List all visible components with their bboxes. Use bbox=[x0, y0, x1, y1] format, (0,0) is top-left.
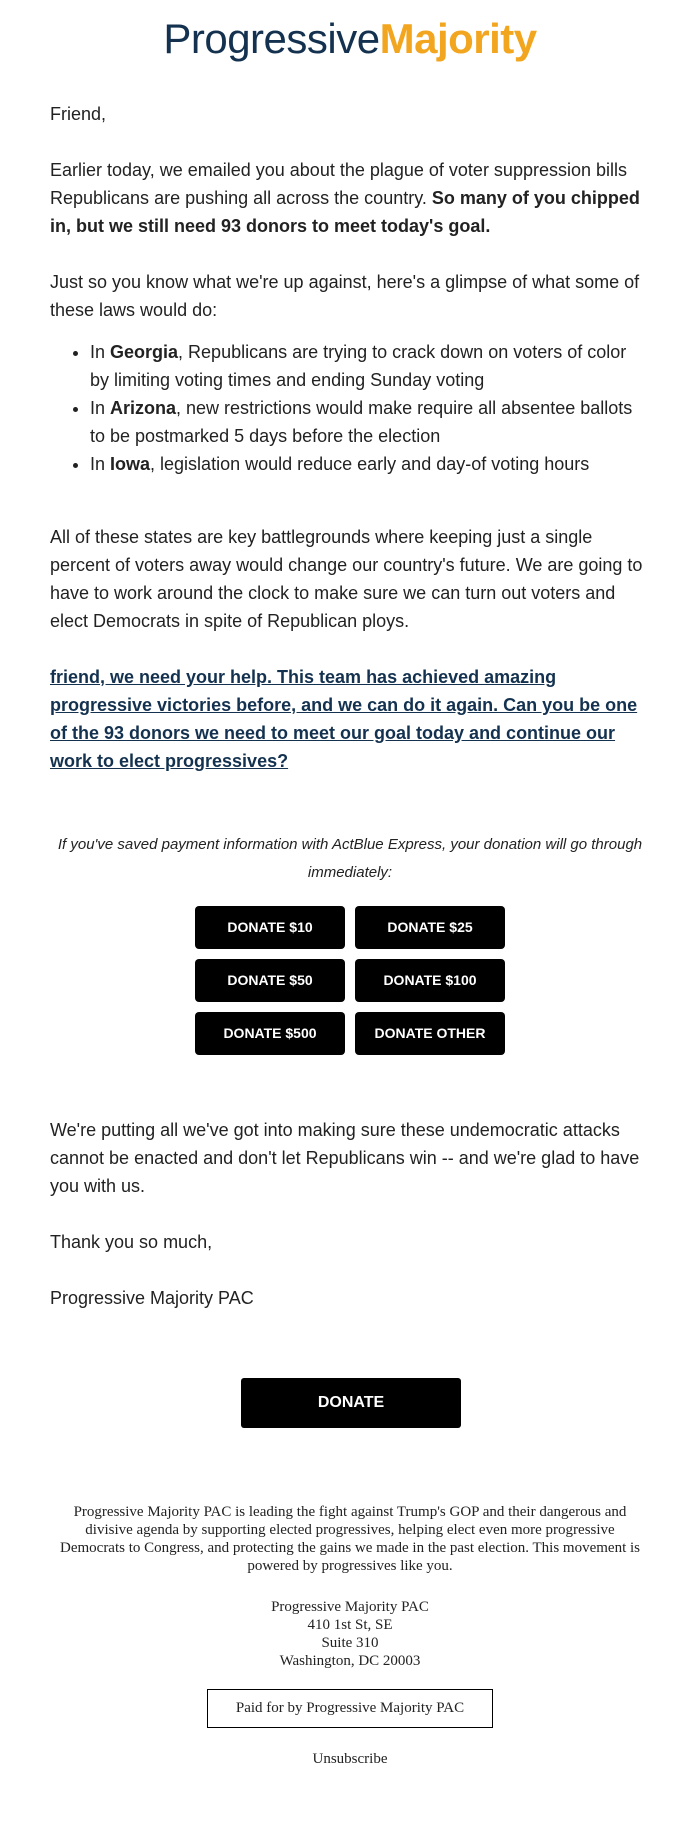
intro-paragraph bbox=[50, 156, 650, 240]
thanks-line bbox=[50, 1228, 650, 1256]
bullet-prefix: In bbox=[90, 342, 111, 362]
thanks-text: Thank you so much, bbox=[50, 1232, 213, 1252]
glimpse-paragraph bbox=[50, 268, 650, 324]
bullet-prefix: In bbox=[90, 398, 111, 418]
donate-500-button[interactable]: DONATE $500 bbox=[195, 1012, 345, 1055]
closing-paragraph bbox=[50, 1116, 650, 1200]
logo-word-progressive: Progressive bbox=[163, 15, 380, 62]
bullet-text: , Republicans are trying to crack down on voters of color by limiting voting times and ending Sunday voting bbox=[90, 342, 627, 390]
actblue-note: If you've saved payment information with ActBlue Express, your donation will go through immediately: bbox=[57, 836, 643, 881]
intro-bold: So many of you chipped in, but we still need 93 donors to meet today's goal. bbox=[50, 188, 640, 236]
greeting-text: Friend, bbox=[50, 104, 107, 124]
address-suite: Suite 310 bbox=[321, 1635, 379, 1651]
signature bbox=[50, 1284, 650, 1312]
bullet-text: , new restrictions would make require all absentee ballots to be postmarked 5 days before the election bbox=[90, 398, 633, 446]
unsubscribe-link[interactable]: Unsubscribe bbox=[312, 1751, 388, 1767]
intro-text: Earlier today, we emailed you about the plague of voter suppression bills Republicans are pushing all across the country. bbox=[50, 160, 628, 208]
bullet-text: , legislation would reduce early and day-of voting hours bbox=[150, 454, 590, 474]
signature-text: Progressive Majority PAC bbox=[50, 1288, 254, 1308]
address-city: Washington, DC 20003 bbox=[279, 1653, 421, 1669]
greeting bbox=[50, 100, 650, 128]
closing-text: We're putting all we've got into making sure these undemocratic attacks cannot be enacted and don't let Republicans win -- and we're glad to have you with us. bbox=[50, 1120, 640, 1196]
address-name: Progressive Majority PAC bbox=[271, 1599, 429, 1615]
paid-for-box: Paid for by Progressive Majority PAC bbox=[207, 1689, 493, 1728]
bullet-state: Arizona bbox=[110, 398, 177, 418]
donate-25-button[interactable]: DONATE $25 bbox=[355, 906, 505, 949]
bullet-state: Georgia bbox=[110, 342, 179, 362]
bullet-state: Iowa bbox=[110, 454, 151, 474]
list-item bbox=[90, 394, 650, 450]
glimpse-text: Just so you know what we're up against, here's a glimpse of what some of these laws would do: bbox=[50, 272, 640, 320]
address-street: 410 1st St, SE bbox=[307, 1617, 393, 1633]
donate-50-button[interactable]: DONATE $50 bbox=[195, 959, 345, 1002]
donate-100-button[interactable]: DONATE $100 bbox=[355, 959, 505, 1002]
law-list bbox=[50, 338, 650, 478]
donate-10-button[interactable]: DONATE $10 bbox=[195, 906, 345, 949]
donate-other-button[interactable]: DONATE OTHER bbox=[355, 1012, 505, 1055]
battleground-paragraph bbox=[50, 523, 650, 635]
help-cta-link[interactable]: friend, we need your help. This team has achieved amazing progressive victories before, and we can do it again. Can you be one of the 93 donors we need to meet our goal today and continue our work to elect progressives? bbox=[50, 667, 638, 771]
list-item bbox=[90, 450, 650, 478]
bullet-prefix: In bbox=[90, 454, 111, 474]
footer-about: Progressive Majority PAC is leading the fight against Trump's GOP and their dangerous and divisive agenda by supporting elected progressives, helping elect even more progressive Democrats to Congress, and protecting the gains we made in the past election. This movement is powered by progressives like you. bbox=[60, 1504, 641, 1574]
list-item bbox=[90, 338, 650, 394]
logo[interactable] bbox=[0, 14, 700, 64]
logo-word-majority: Majority bbox=[379, 15, 537, 62]
donate-main-button[interactable]: DONATE bbox=[241, 1378, 461, 1428]
battleground-text: All of these states are key battlegrounds where keeping just a single percent of voters away would change our country's future. We are going to have to work around the clock to make sure we can turn out voters and elect Democrats in spite of Republican ploys. bbox=[50, 527, 643, 631]
